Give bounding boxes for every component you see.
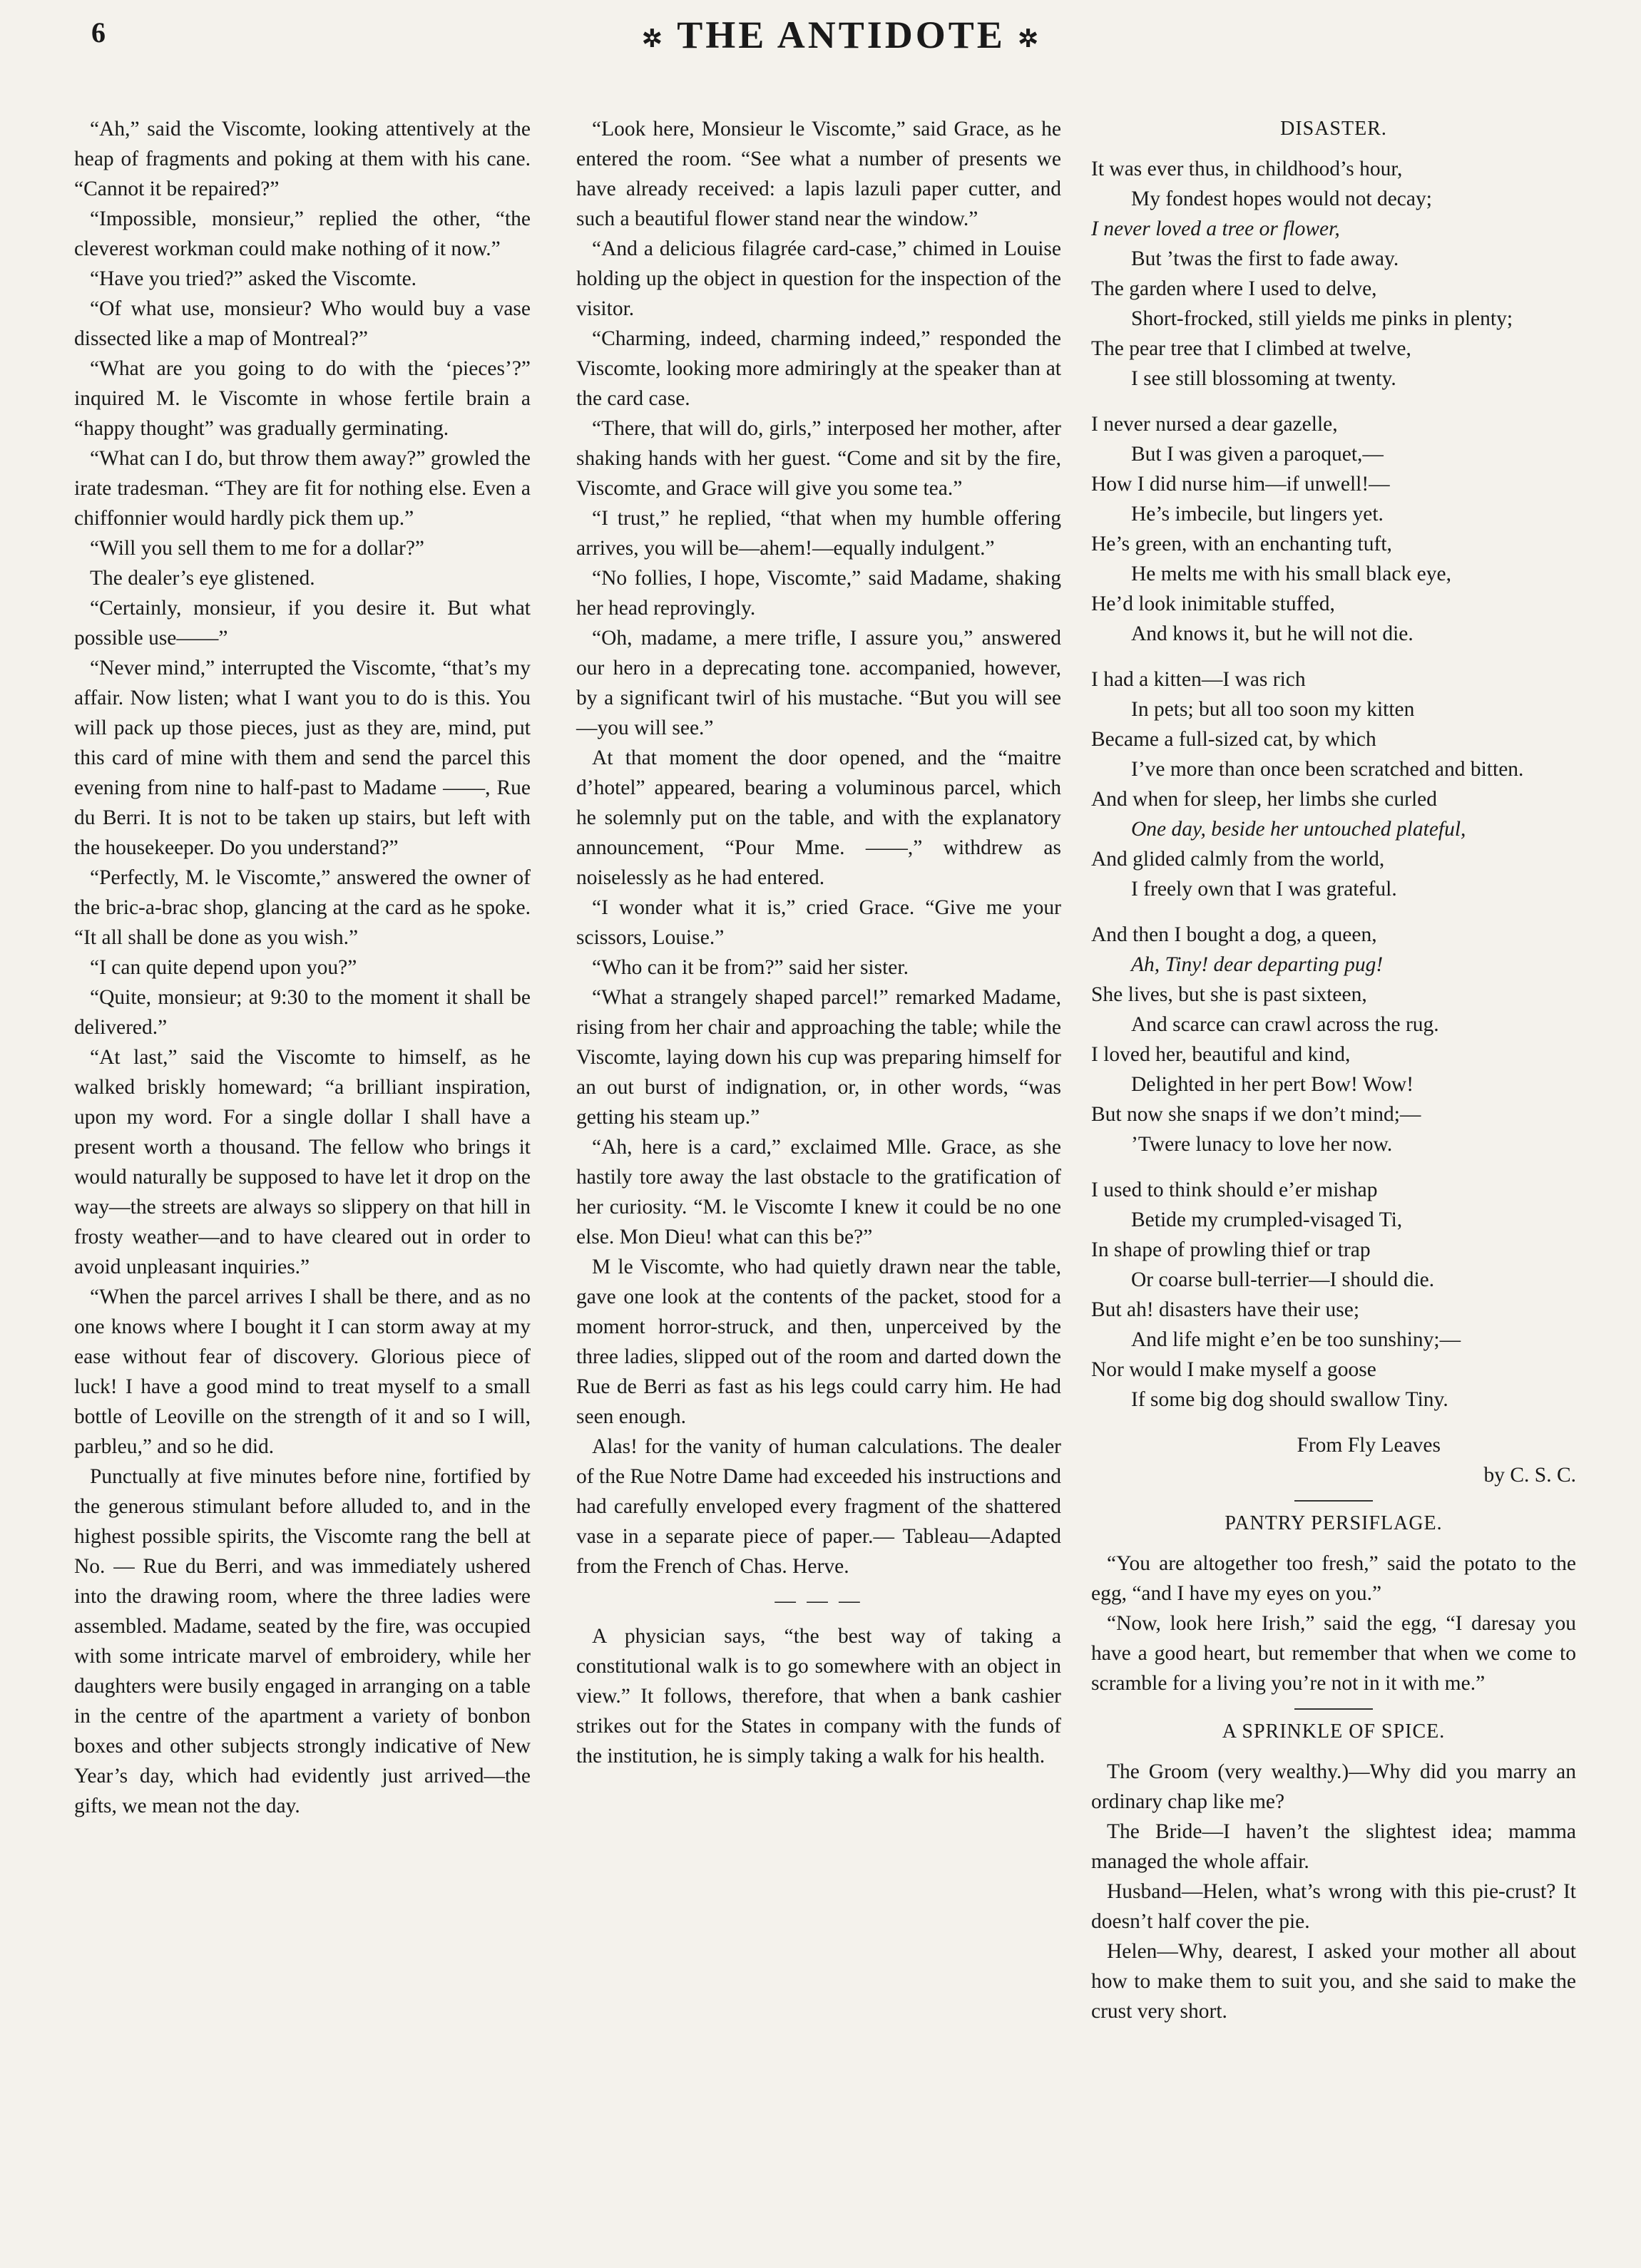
- article-paragraph: “Who can it be from?” said her sister.: [592, 956, 909, 979]
- column-1: [74, 114, 531, 1821]
- masthead-ornament-left: ✲: [642, 26, 665, 53]
- article-paragraph: “What can I do, but throw them away?” growled the irate tradesman. “They are fit for nothing else. Even a chiffonnier would hardly pick them up.”: [74, 447, 531, 530]
- poem-line: If some big dog should swallow Tiny.: [1131, 1388, 1448, 1411]
- poem-title: DISASTER.: [1280, 118, 1387, 140]
- article-paragraph: “Impossible, monsieur,” replied the other, “the cleverest workman could make nothing of it now.”: [74, 207, 531, 260]
- poem-author: by C. S. C.: [1483, 1464, 1576, 1487]
- spice-paragraph: The Groom (very wealthy.)—Why did you marry an ordinary chap like me?: [1091, 1760, 1576, 1813]
- article-paragraph: “What a strangely shaped parcel!” remarked Madame, rising from her chair and approaching the table; while the Viscomte, laying down his cup was preparing himself for an out burst of indignation, or, in other words, “was getting his steam up.”: [576, 986, 1061, 1129]
- article-paragraph: Punctually at five minutes before nine, fortified by the generous stimulant before alluded to, and in the highest possible spirits, the Viscomte rang the bell at No. — Rue du Berri, and was immediately ushered into the drawing room, where the three ladies were assembled. Madame, seated by the fire, was occupied with some intricate marvel of embroidery, while her daughters were busily engaged in arranging on a table in the centre of the apartment a variety of bonbon boxes and other subjects strongly indicative of New Year’s day, which had evidently just arrived—the gifts, we mean not the day.: [74, 1465, 531, 1817]
- article-paragraph: The dealer’s eye glistened.: [90, 567, 315, 590]
- poem-stanza: [1091, 409, 1576, 649]
- page-number: 6: [91, 16, 106, 48]
- masthead-ornament-right: ✲: [1018, 26, 1041, 53]
- poem-stanza: [1091, 920, 1576, 1159]
- poem-line: How I did nurse him—if unwell!—: [1091, 473, 1390, 496]
- article-paragraph: “Have you tried?” asked the Viscomte.: [90, 267, 417, 290]
- poem-line: He melts me with his small black eye,: [1131, 563, 1451, 585]
- article-paragraph: “Look here, Monsieur le Viscomte,” said Grace, as he entered the room. “See what a number of presents we have already received: a lapis lazuli paper cutter, and such a beautiful flower stand near the window.”: [576, 118, 1061, 230]
- article-paragraph: “I wonder what it is,” cried Grace. “Give me your scissors, Louise.”: [576, 896, 1061, 949]
- poem-line: And life might e’en be too sunshiny;—: [1131, 1328, 1461, 1351]
- poem-line: And scarce can crawl across the rug.: [1131, 1013, 1439, 1036]
- divider: [1294, 1708, 1373, 1710]
- pantry-title: PANTRY PERSIFLAGE.: [1225, 1512, 1443, 1534]
- article-paragraph: “Ah, here is a card,” exclaimed Mlle. Grace, as she hastily tore away the last obstacle to the gratification of her curiosity. “M. le Viscomte I knew it could be no one else. Mon Dieu! what can this be?”: [576, 1136, 1061, 1248]
- article-paragraph: “What are you going to do with the ‘pieces’?” inquired M. le Viscomte in whose fertile brain a “happy thought” was gradually germinating.: [74, 357, 531, 440]
- pantry-paragraph: “Now, look here Irish,” said the egg, “I daresay you have a good heart, but remember that when we come to scramble for a living you’re not in it with me.”: [1091, 1612, 1576, 1695]
- masthead-title: THE ANTIDOTE: [677, 14, 1006, 56]
- poem-line: My fondest hopes would not decay;: [1131, 188, 1432, 210]
- poem-line: And then I bought a dog, a queen,: [1091, 923, 1377, 946]
- article-paragraph: “Ah,” said the Viscomte, looking attentively at the heap of fragments and poking at them with his cane. “Cannot it be repaired?”: [74, 118, 531, 200]
- poem-line: In shape of prowling thief or trap: [1091, 1238, 1371, 1261]
- article-paragraph: “Charming, indeed, charming indeed,” responded the Viscomte, looking more admiringly at the speaker than at the card case.: [576, 327, 1061, 410]
- article-paragraph: “Quite, monsieur; at 9:30 to the moment it shall be delivered.”: [74, 986, 531, 1039]
- poem-line: He’s green, with an enchanting tuft,: [1091, 533, 1392, 555]
- article-paragraph: “And a delicious filagrée card-case,” chimed in Louise holding up the object in question for the inspection of the visitor.: [576, 237, 1061, 320]
- poem-body: [1091, 154, 1576, 1415]
- poem-line: But now she snaps if we don’t mind;—: [1091, 1103, 1421, 1126]
- poem-line: I see still blossoming at twenty.: [1131, 367, 1396, 390]
- poem-stanza: [1091, 1175, 1576, 1415]
- poem-line: I’ve more than once been scratched and bitten.: [1131, 758, 1524, 781]
- poem-line: I never nursed a dear gazelle,: [1091, 413, 1338, 436]
- column-2: [576, 114, 1061, 1771]
- poem-line: I never loved a tree or flower,: [1091, 217, 1340, 240]
- article-paragraph: “Perfectly, M. le Viscomte,” answered the owner of the bric-a-brac shop, glancing at the card as he spoke. “It all shall be done as you wish.”: [74, 866, 531, 949]
- spice-paragraph: Husband—Helen, what’s wrong with this pie-crust? It doesn’t half cover the pie.: [1091, 1880, 1576, 1933]
- poem-line: I had a kitten—I was rich: [1091, 668, 1306, 691]
- divider: [1294, 1500, 1373, 1502]
- column-3: [1091, 114, 1576, 2026]
- article-paragraph: “Never mind,” interrupted the Viscomte, “that’s my affair. Now listen; what I want you to do is this. You will pack up those pieces, just as they are, mind, put this card of mine with them and send the parcel this evening from nine to half-past to Madame ——, Rue du Berri. It is not to be taken up stairs, but left with the housekeeper. Do you understand?”: [74, 657, 531, 859]
- poem-line: And knows it, but he will not die.: [1131, 622, 1413, 645]
- article-paragraph: “There, that will do, girls,” interposed her mother, after shaking hands with her guest. “Come and sit by the fire, Viscomte, and Grace will give you some tea.”: [576, 417, 1061, 500]
- poem-line: Short-frocked, still yields me pinks in plenty;: [1131, 307, 1513, 330]
- article-paragraph: M le Viscomte, who had quietly drawn near the table, gave one look at the contents of the packet, stood for a moment horror-struck, and then, unperceived by the three ladies, slipped out of the room and darted down the Rue de Berri as fast as his legs could carry him. He had seen enough.: [576, 1256, 1061, 1428]
- poem-line: Nor would I make myself a goose: [1091, 1358, 1376, 1381]
- poem-line: I used to think should e’er mishap: [1091, 1179, 1378, 1201]
- spice-title: A SPRINKLE OF SPICE.: [1222, 1720, 1446, 1743]
- article-paragraph: “At last,” said the Viscomte to himself, as he walked briskly homeward; “a brilliant inspiration, upon my word. For a single dollar I shall have a present worth a thousand. The fellow who brings it would naturally be supposed to have let it drop on the way—the streets are always so slippery on that hill in frosty weather—and to have cleared out in order to avoid unpleasant inquiries.”: [74, 1046, 531, 1278]
- article-paragraph: “I can quite depend upon you?”: [90, 956, 357, 979]
- poem-source: From Fly Leaves: [1297, 1434, 1441, 1457]
- article-paragraph: At that moment the door opened, and the “maitre d’hotel” appeared, bearing a voluminous parcel, which he solemnly put on the table, and with the explanatory announcement, “Pour Mme. ——,” withdrew as noiselessly as he had entered.: [576, 746, 1061, 889]
- poem-line: And glided calmly from the world,: [1091, 848, 1385, 871]
- poem-line: In pets; but all too soon my kitten: [1131, 698, 1415, 721]
- poem-line: I loved her, beautiful and kind,: [1091, 1043, 1351, 1066]
- poem-line: But I was given a paroquet,—: [1131, 443, 1384, 466]
- article-paragraph: “When the parcel arrives I shall be there, and as no one knows where I bought it I can storm away at my ease without fear of discovery. Glorious piece of luck! I have a good mind to treat myself to a small bottle of Leoville on the strength of it and so I will, parbleu,” and so he did.: [74, 1286, 531, 1458]
- article-paragraph: “Of what use, monsieur? Who would buy a vase dissected like a map of Montreal?”: [74, 297, 531, 350]
- poem-stanza: [1091, 665, 1576, 904]
- poem-line: But ’twas the first to fade away.: [1131, 247, 1399, 270]
- poem-line: Betide my crumpled-visaged Ti,: [1131, 1209, 1403, 1231]
- article-paragraph: “No follies, I hope, Viscomte,” said Madame, shaking her head reprovingly.: [576, 567, 1061, 620]
- article-paragraph: Alas! for the vanity of human calculations. The dealer of the Rue Notre Dame had exceeded his instructions and had carefully enveloped every fragment of the shattered vase in a separate piece of paper.— Tableau—Adapted from the French of Chas. Herve.: [576, 1435, 1061, 1578]
- poem-line: He’s imbecile, but lingers yet.: [1131, 503, 1384, 525]
- poem-line: It was ever thus, in childhood’s hour,: [1091, 158, 1403, 180]
- poem-line: Became a full-sized cat, by which: [1091, 728, 1376, 751]
- poem-stanza: [1091, 154, 1576, 394]
- poem-line: Delighted in her pert Bow! Wow!: [1131, 1073, 1414, 1096]
- pantry-paragraph: “You are altogether too fresh,” said the potato to the egg, “and I have my eyes on you.”: [1091, 1552, 1576, 1605]
- poem-line: Ah, Tiny! dear departing pug!: [1131, 953, 1384, 976]
- section-separator: — — —: [775, 1589, 863, 1612]
- article-paragraph: “Oh, madame, a mere trifle, I assure you,” answered our hero in a deprecating tone. accompanied, however, by a significant twirl of his mustache. “But you will see—you will see.”: [576, 627, 1061, 739]
- poem-line: ’Twere lunacy to love her now.: [1131, 1133, 1393, 1156]
- article-paragraph: “Certainly, monsieur, if you desire it. But what possible use——”: [74, 597, 531, 650]
- spice-paragraph: Helen—Why, dearest, I asked your mother all about how to make them to suit you, and she said to make the crust very short.: [1091, 1940, 1576, 2023]
- poem-line: One day, beside her untouched plateful,: [1131, 818, 1466, 841]
- poem-line: But ah! disasters have their use;: [1091, 1298, 1360, 1321]
- poem-line: The garden where I used to delve,: [1091, 277, 1377, 300]
- article-paragraph: “Will you sell them to me for a dollar?”: [90, 537, 425, 560]
- poem-line: Or coarse bull-terrier—I should die.: [1131, 1268, 1435, 1291]
- spice-paragraph: The Bride—I haven’t the slightest idea; mamma managed the whole affair.: [1091, 1820, 1576, 1873]
- poem-line: The pear tree that I climbed at twelve,: [1091, 337, 1411, 360]
- poem-line: I freely own that I was grateful.: [1131, 878, 1397, 900]
- poem-line: She lives, but she is past sixteen,: [1091, 983, 1367, 1006]
- poem-line: And when for sleep, her limbs she curled: [1091, 788, 1437, 811]
- poem-line: He’d look inimitable stuffed,: [1091, 592, 1335, 615]
- anecdote-paragraph: A physician says, “the best way of taking a constitutional walk is to go somewhere with an object in view.” It follows, therefore, that when a bank cashier strikes out for the States in company with the funds of the institution, he is simply taking a walk for his health.: [576, 1625, 1061, 1767]
- article-paragraph: “I trust,” he replied, “that when my humble offering arrives, you will be—ahem!—equally indulgent.”: [576, 507, 1061, 560]
- masthead: [613, 13, 1070, 57]
